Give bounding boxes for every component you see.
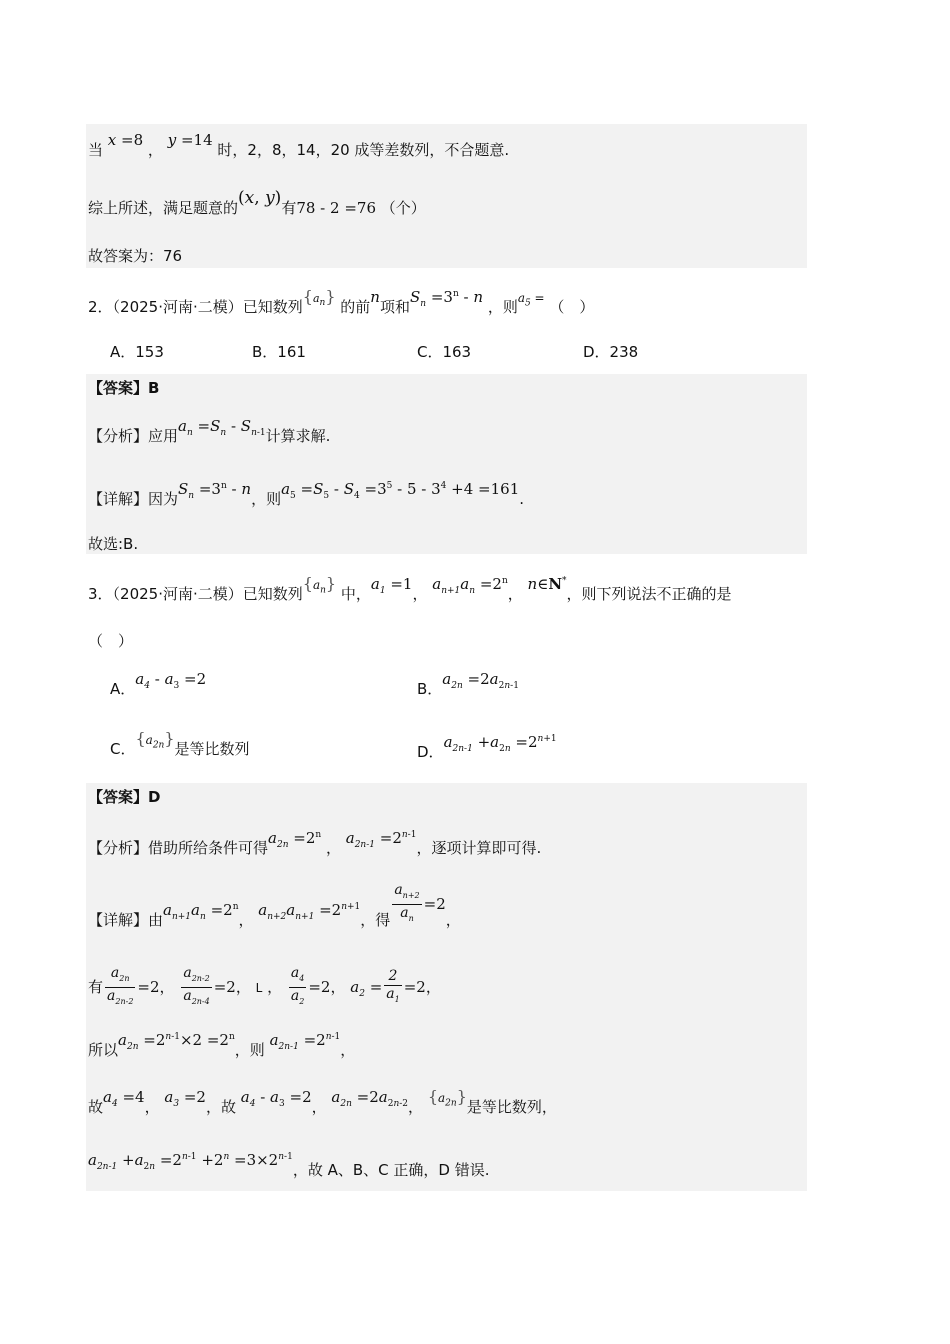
q3-answer: 【答案】D <box>88 788 161 806</box>
q3-option-b[interactable]: B．$a_{2n} =2a_{2n-1}$ <box>417 670 519 698</box>
q2-option-d[interactable]: D．238 <box>583 343 639 361</box>
q2-option-b[interactable]: B．161 <box>252 343 306 361</box>
q3-analysis: 【分析】借助所给条件可得$a_{2n} =2^n$ ， $a_{2n-1} =2^{n-1}$，逐项计算即可得. <box>88 829 542 857</box>
q3-detail-5: $a_{2n-1} +a_{2n} =2^{n-1} +2^n =3\times 2^{n-1}$，故 A、B、C 正确，D 错误. <box>88 1151 490 1179</box>
q2-option-a[interactable]: A．153 <box>110 343 164 361</box>
q2-answer: 【答案】B <box>88 379 160 397</box>
q2-analysis: 【分析】应用$a_n =S_n - S_{n-1}$计算求解. <box>88 417 331 445</box>
top-line-2: 综上所述，满足题意的(x, y)有78 - 2 =76 （个） <box>88 188 426 217</box>
q3-detail-4: 故$a_4 =4$， $a_3 =2$，故 $a_4 - a_3 =2$， $a_{2n} =2a_{2n-2}$， {$^{a_{2n}}$}是等比数列， <box>88 1087 557 1116</box>
q3-detail-3: 所以$a_{2n} =2^{n-1}\times 2 =2^n$，则 $a_{2n-1} =2^{n-1}$， <box>88 1031 356 1059</box>
q3-detail-1: 【详解】由$a_{n+1}a_n =2^n$， $a_{n+2}a_{n+1} =2^{n+1}$，得 $\frac{a_{n+2}}{a_n}$ =2， <box>88 882 461 929</box>
q3-stem: 3．（2025·河南·二模）已知数列{$^{a_n}$} 中，$a_1 =1$， $a_{n+1}a_n =2^n$， n∈N*，则下列说法不正确的是 <box>88 574 732 603</box>
q3-stem-paren: （ ） <box>88 632 134 650</box>
q3-option-d[interactable]: D．$a_{2n-1} +a_{2n} =2^{n+1}$ <box>417 733 557 761</box>
q3-option-c[interactable]: C．{$^{a_{2n}}$}是等比数列 <box>110 729 250 758</box>
q3-detail-2: 有 $\frac{a_{2n}}{a_{2n-2}}$ =2， $\frac{a_{2n-2}}{a_{2n-4}}$ =2， L ， $\frac{a_4}{a_2}$ =2， $a_2$ = $\frac{2}{a_1}$ =2， <box>88 965 441 1006</box>
top-line-3: 故答案为：76 <box>88 247 183 265</box>
q2-choice: 故选:B. <box>88 535 139 553</box>
top-line-1: 当 x =8 ， y =14 时，2，8，14，20 成等差数列，不合题意. <box>88 131 510 159</box>
q2-option-c[interactable]: C．163 <box>417 343 472 361</box>
solution-block-q2 <box>86 374 807 554</box>
q2-stem: 2．（2025·河南·二模）已知数列{$^{a_n}$} 的前n项和$S_n =3^n - n$ ，则$^{a_5}$ = （ ） <box>88 287 595 316</box>
q3-option-a[interactable]: A．$a_4 - a_3 =2$ <box>110 670 207 698</box>
q2-detail: 【详解】因为$S_n =3^n - n$，则$a_5 =S_5 - S_4 =3^5 - 5 - 3^4 +4 =161$. <box>88 480 525 508</box>
